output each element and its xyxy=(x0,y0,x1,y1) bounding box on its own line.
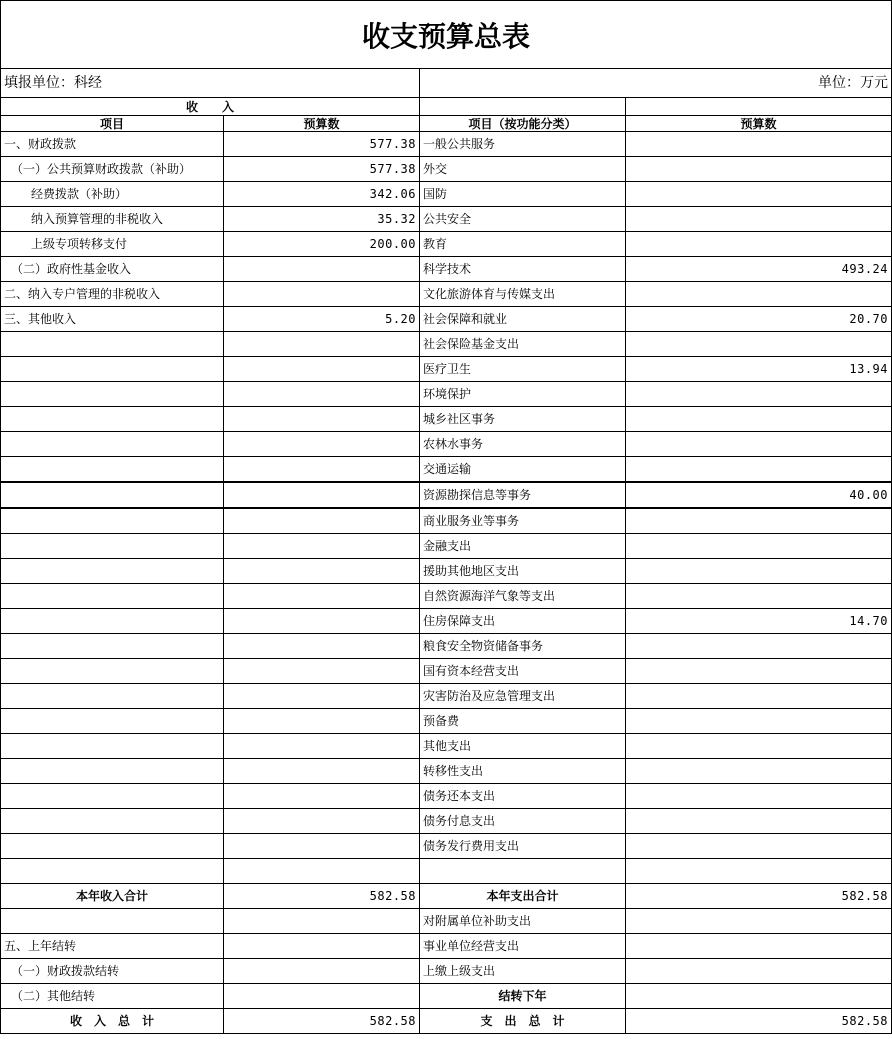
income-amount xyxy=(224,734,420,759)
expense-item: 国防 xyxy=(420,182,626,207)
income-amount xyxy=(224,684,420,709)
income-item: 上级专项转移支付 xyxy=(1,232,224,257)
expense-item: 商业服务业等事务 xyxy=(420,508,626,534)
header-empty-cell xyxy=(626,98,892,116)
expense-amount xyxy=(626,457,892,483)
expense-amount xyxy=(626,382,892,407)
table-row xyxy=(1,534,892,559)
carry-other-label: （二）其他结转 xyxy=(1,984,224,1009)
expense-amount xyxy=(626,207,892,232)
expense-item: 其他支出 xyxy=(420,734,626,759)
income-item: 一、财政拨款 xyxy=(1,132,224,157)
table-row xyxy=(1,307,892,332)
header-empty-cell xyxy=(420,98,626,116)
table-row xyxy=(1,609,892,634)
income-item xyxy=(1,382,224,407)
income-item xyxy=(1,859,224,884)
income-item xyxy=(1,357,224,382)
expense-item: 债务付息支出 xyxy=(420,809,626,834)
table-row xyxy=(1,407,892,432)
expense-amount: 20.70 xyxy=(626,307,892,332)
income-amount xyxy=(224,432,420,457)
income-item: 经费拨款（补助） xyxy=(1,182,224,207)
income-item xyxy=(1,759,224,784)
income-amount xyxy=(224,534,420,559)
budget-table xyxy=(0,68,892,1034)
expense-amount xyxy=(626,559,892,584)
income-amount xyxy=(224,809,420,834)
carry-label: 五、上年结转 xyxy=(1,934,224,959)
income-amount xyxy=(224,759,420,784)
table-row xyxy=(1,482,892,508)
income-amount: 577.38 xyxy=(224,132,420,157)
expense-amount xyxy=(626,534,892,559)
empty-cell xyxy=(626,934,892,959)
empty-cell xyxy=(224,909,420,934)
income-amount xyxy=(224,709,420,734)
table-row xyxy=(1,432,892,457)
table-row xyxy=(1,508,892,534)
year-total-row xyxy=(1,884,892,909)
income-item xyxy=(1,609,224,634)
expense-amount xyxy=(626,182,892,207)
carry-fiscal-label: （一）财政拨款结转 xyxy=(1,959,224,984)
income-item xyxy=(1,508,224,534)
expense-amount xyxy=(626,232,892,257)
table-row xyxy=(1,457,892,483)
income-item xyxy=(1,457,224,483)
income-amount xyxy=(224,508,420,534)
empty-cell xyxy=(626,984,892,1009)
expense-total-label: 支 出 总 计 xyxy=(420,1009,626,1034)
income-item: （一）公共预算财政拨款（补助） xyxy=(1,157,224,182)
income-item: 三、其他收入 xyxy=(1,307,224,332)
expense-item: 一般公共服务 xyxy=(420,132,626,157)
table-row xyxy=(1,809,892,834)
expense-item: 社会保险基金支出 xyxy=(420,332,626,357)
year-income-label: 本年收入合计 xyxy=(1,884,224,909)
expense-item: 教育 xyxy=(420,232,626,257)
empty-cell xyxy=(224,959,420,984)
expense-item: 灾害防治及应急管理支出 xyxy=(420,684,626,709)
expense-item: 金融支出 xyxy=(420,534,626,559)
table-row xyxy=(1,382,892,407)
empty-cell xyxy=(626,959,892,984)
expense-item: 农林水事务 xyxy=(420,432,626,457)
income-amount xyxy=(224,659,420,684)
expense-amount xyxy=(626,659,892,684)
income-amount xyxy=(224,482,420,508)
income-amount: 200.00 xyxy=(224,232,420,257)
carry-row xyxy=(1,934,892,959)
expense-item: 公共安全 xyxy=(420,207,626,232)
table-row xyxy=(1,157,892,182)
table-row xyxy=(1,659,892,684)
expense-item xyxy=(420,859,626,884)
expense-item: 文化旅游体育与传媒支出 xyxy=(420,282,626,307)
expense-amount xyxy=(626,809,892,834)
table-row xyxy=(1,357,892,382)
income-amount xyxy=(224,859,420,884)
col-item-header: 项目 xyxy=(1,116,224,132)
expense-total-value: 582.58 xyxy=(626,1009,892,1034)
header-column-row xyxy=(1,116,892,132)
expense-amount xyxy=(626,407,892,432)
expense-item: 预备费 xyxy=(420,709,626,734)
table-row xyxy=(1,332,892,357)
income-item xyxy=(1,709,224,734)
expense-amount xyxy=(626,157,892,182)
expense-item: 转移性支出 xyxy=(420,759,626,784)
income-amount xyxy=(224,257,420,282)
year-expense-label: 本年支出合计 xyxy=(420,884,626,909)
upper-label: 上缴上级支出 xyxy=(420,959,626,984)
table-row xyxy=(1,182,892,207)
table-row xyxy=(1,834,892,859)
expense-item: 国有资本经营支出 xyxy=(420,659,626,684)
carry-fiscal-row xyxy=(1,959,892,984)
empty-cell xyxy=(1,909,224,934)
income-amount xyxy=(224,834,420,859)
expense-item: 粮食安全物资储备事务 xyxy=(420,634,626,659)
table-row xyxy=(1,232,892,257)
expense-item: 债务发行费用支出 xyxy=(420,834,626,859)
subsidy-label: 对附属单位补助支出 xyxy=(420,909,626,934)
expense-item: 自然资源海洋气象等支出 xyxy=(420,584,626,609)
expense-amount xyxy=(626,709,892,734)
carry-other-row xyxy=(1,984,892,1009)
income-amount xyxy=(224,584,420,609)
income-item xyxy=(1,534,224,559)
expense-amount xyxy=(626,684,892,709)
income-item xyxy=(1,482,224,508)
expense-amount xyxy=(626,784,892,809)
income-item xyxy=(1,634,224,659)
col-item-func-header: 项目（按功能分类） xyxy=(420,116,626,132)
income-amount xyxy=(224,559,420,584)
income-amount xyxy=(224,457,420,483)
income-item: 二、纳入专户管理的非税收入 xyxy=(1,282,224,307)
expense-item: 资源勘探信息等事务 xyxy=(420,482,626,508)
col-amount-right-header: 预算数 xyxy=(626,116,892,132)
expense-item: 医疗卫生 xyxy=(420,357,626,382)
expense-item: 交通运输 xyxy=(420,457,626,483)
expense-item: 社会保障和就业 xyxy=(420,307,626,332)
expense-amount xyxy=(626,132,892,157)
table-row xyxy=(1,709,892,734)
meta-row xyxy=(1,69,892,98)
income-amount xyxy=(224,382,420,407)
expense-amount xyxy=(626,508,892,534)
expense-amount xyxy=(626,859,892,884)
income-item xyxy=(1,659,224,684)
income-item xyxy=(1,784,224,809)
table-row xyxy=(1,784,892,809)
income-item: 纳入预算管理的非税收入 xyxy=(1,207,224,232)
income-item xyxy=(1,407,224,432)
year-expense-value: 582.58 xyxy=(626,884,892,909)
income-group-header: 收 入 xyxy=(1,98,420,116)
col-amount-header: 预算数 xyxy=(224,116,420,132)
income-amount xyxy=(224,282,420,307)
expense-amount: 14.70 xyxy=(626,609,892,634)
empty-cell xyxy=(224,934,420,959)
table-row xyxy=(1,734,892,759)
empty-cell xyxy=(626,909,892,934)
income-total-value: 582.58 xyxy=(224,1009,420,1034)
income-item xyxy=(1,734,224,759)
table-row xyxy=(1,584,892,609)
table-row xyxy=(1,759,892,784)
income-item xyxy=(1,559,224,584)
expense-amount xyxy=(626,584,892,609)
income-amount xyxy=(224,332,420,357)
page-title: 收支预算总表 xyxy=(0,0,892,68)
unit-label: 单位：万元 xyxy=(420,69,892,98)
reporting-unit: 填报单位：科经 xyxy=(1,69,420,98)
expense-item: 城乡社区事务 xyxy=(420,407,626,432)
income-amount xyxy=(224,357,420,382)
expense-item: 外交 xyxy=(420,157,626,182)
table-row xyxy=(1,634,892,659)
income-item xyxy=(1,432,224,457)
table-row xyxy=(1,207,892,232)
expense-item: 科学技术 xyxy=(420,257,626,282)
income-item xyxy=(1,332,224,357)
expense-amount: 13.94 xyxy=(626,357,892,382)
income-amount: 35.32 xyxy=(224,207,420,232)
next-year-label: 结转下年 xyxy=(420,984,626,1009)
expense-amount xyxy=(626,282,892,307)
income-item: （二）政府性基金收入 xyxy=(1,257,224,282)
subsidy-row xyxy=(1,909,892,934)
income-item xyxy=(1,684,224,709)
income-amount: 5.20 xyxy=(224,307,420,332)
expense-item: 环境保护 xyxy=(420,382,626,407)
income-amount xyxy=(224,609,420,634)
expense-item: 援助其他地区支出 xyxy=(420,559,626,584)
table-row xyxy=(1,257,892,282)
income-amount xyxy=(224,407,420,432)
expense-amount xyxy=(626,834,892,859)
income-item xyxy=(1,809,224,834)
year-income-value: 582.58 xyxy=(224,884,420,909)
expense-amount: 40.00 xyxy=(626,482,892,508)
expense-amount: 493.24 xyxy=(626,257,892,282)
grand-total-row xyxy=(1,1009,892,1034)
table-row xyxy=(1,559,892,584)
income-amount: 577.38 xyxy=(224,157,420,182)
operating-label: 事业单位经营支出 xyxy=(420,934,626,959)
expense-amount xyxy=(626,759,892,784)
expense-amount xyxy=(626,332,892,357)
table-row xyxy=(1,132,892,157)
income-amount xyxy=(224,784,420,809)
header-group-row xyxy=(1,98,892,116)
expense-amount xyxy=(626,734,892,759)
table-row xyxy=(1,859,892,884)
table-row xyxy=(1,282,892,307)
income-amount: 342.06 xyxy=(224,182,420,207)
expense-amount xyxy=(626,634,892,659)
income-total-label: 收 入 总 计 xyxy=(1,1009,224,1034)
table-row xyxy=(1,684,892,709)
empty-cell xyxy=(224,984,420,1009)
expense-item: 住房保障支出 xyxy=(420,609,626,634)
expense-amount xyxy=(626,432,892,457)
income-amount xyxy=(224,634,420,659)
income-item xyxy=(1,584,224,609)
income-item xyxy=(1,834,224,859)
expense-item: 债务还本支出 xyxy=(420,784,626,809)
